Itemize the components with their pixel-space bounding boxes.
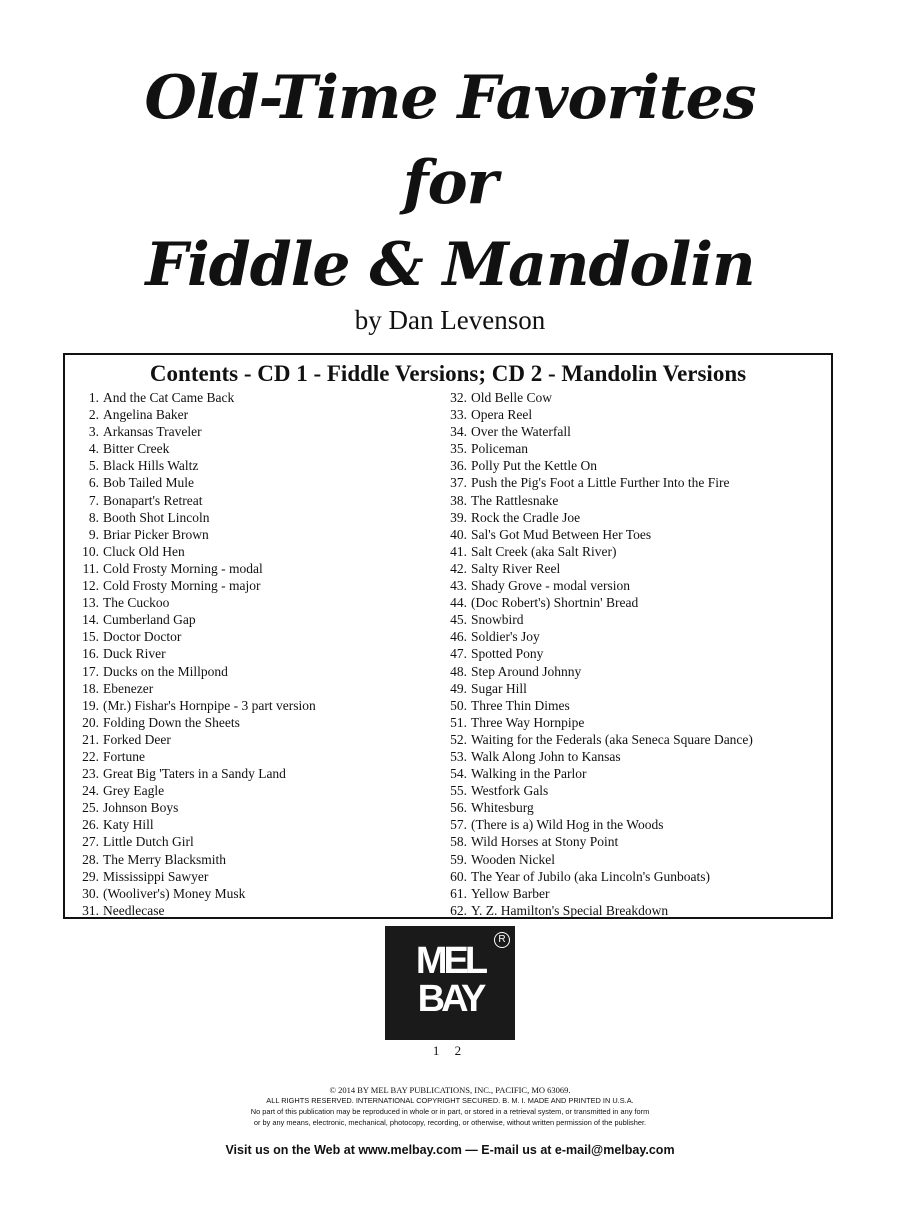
track-number: 57. [450,817,467,833]
contents-item [443,577,833,594]
track-number: 7. [88,492,99,508]
contents-item [75,885,455,902]
track-number: 16. [82,646,99,662]
tune-title: Angelina Baker [103,407,189,423]
track-number: 33. [450,407,467,423]
contents-item [443,474,833,491]
rights-line: ALL RIGHTS RESERVED. INTERNATIONAL COPYRIGHT SECURED. B. M. I. MADE AND PRINTED IN U.S.A. [266,1096,634,1105]
contents-item [443,492,833,509]
track-number: 55. [450,783,467,799]
tune-title: Rock the Cradle Joe [471,509,581,525]
registered-mark-icon: R [494,932,510,948]
contents-item [443,816,833,833]
contents-item [75,543,455,560]
tune-title: Johnson Boys [103,800,179,816]
contents-item [443,440,833,457]
contents-item [443,765,833,782]
tune-title: Forked Deer [103,731,171,747]
contents-item [75,782,455,799]
tune-title: The Merry Blacksmith [103,851,226,867]
track-number: 45. [450,612,467,628]
track-number: 59. [450,851,467,867]
tune-title: Little Dutch Girl [103,834,194,850]
tune-title: Opera Reel [471,407,533,423]
contents-item [75,697,455,714]
tune-title: Bitter Creek [103,441,170,457]
tune-title: Cluck Old Hen [103,543,185,559]
contents-item [75,423,455,440]
contents-item [75,868,455,885]
logo-text-top: MEL [415,940,485,982]
author-byline: by Dan Levenson [354,305,546,335]
track-number: 36. [450,458,467,474]
track-number: 31. [82,902,99,918]
track-number: 39. [450,509,467,525]
tune-title: Ducks on the Millpond [103,663,228,679]
track-number: 20. [82,714,99,730]
tune-title: Policeman [471,441,528,457]
track-number: 44. [450,595,467,611]
contents-item [75,902,455,919]
contents-item [75,748,455,765]
tune-title: Step Around Johnny [471,663,582,679]
track-number: 49. [450,680,467,696]
contents-item [75,680,455,697]
contents-item [75,611,455,628]
contents-item [443,645,833,662]
tune-title: Salty River Reel [471,560,561,576]
tune-title: Katy Hill [103,817,154,833]
title-line-2: for [402,148,498,218]
tune-title: Walk Along John to Kansas [471,748,621,764]
track-number: 11. [82,560,99,576]
track-number: 4. [88,441,99,457]
contents-item [443,560,833,577]
tune-title: Briar Picker Brown [103,526,209,542]
tune-title: Cumberland Gap [103,612,196,628]
contents-item [443,697,833,714]
track-number: 53. [450,748,467,764]
contents-item [443,731,833,748]
tune-title: Bonapart's Retreat [103,492,203,508]
contents-heading: Contents - CD 1 - Fiddle Versions; CD 2 - Mandolin Versions [149,361,747,386]
contents-item [443,748,833,765]
track-number: 9. [88,526,99,542]
tune-title: Over the Waterfall [471,424,571,440]
contents-item [75,474,455,491]
track-number: 42. [450,560,467,576]
tune-title: (Wooliver's) Money Musk [103,885,246,901]
permission-line-2: or by any means, electronic, mechanical, photocopy, recording, or otherwise, without written permission of the publisher. [253,1118,647,1127]
tune-title: Mississippi Sawyer [103,868,209,884]
track-number: 23. [82,766,99,782]
track-number: 5. [88,458,99,474]
contents-item [443,594,833,611]
contents-item [443,526,833,543]
tune-title: Arkansas Traveler [103,424,202,440]
contents-item [75,851,455,868]
track-number: 26. [82,817,99,833]
tune-title: Walking in the Parlor [471,766,587,782]
contents-item [443,851,833,868]
tune-title: Cold Frosty Morning - major [103,578,261,594]
permission-line-1: No part of this publication may be reproduced in whole or in part, or stored in a retrieval system, or transmitted in any form [250,1107,650,1116]
contents-item [75,714,455,731]
tune-title: Sugar Hill [471,680,527,696]
contents-item [75,526,455,543]
contents-item [75,492,455,509]
track-number: 14. [82,612,99,628]
tune-title: (Doc Robert's) Shortnin' Bread [471,595,639,611]
tune-title: Sal's Got Mud Between Her Toes [471,526,652,542]
logo-text-bottom: BAY [417,978,483,1020]
contents-item [75,731,455,748]
track-number: 12. [82,578,99,594]
track-number: 3. [88,424,99,440]
contents-item [443,389,833,406]
track-number: 46. [450,629,467,645]
contents-item [75,577,455,594]
track-number: 34. [450,424,467,440]
tune-title: And the Cat Came Back [103,390,235,405]
track-number: 60. [450,868,467,884]
contents-item [443,406,833,423]
track-number: 21. [82,731,99,747]
tune-title: Bob Tailed Mule [103,475,195,491]
track-number: 8. [88,509,99,525]
track-number: 22. [82,748,99,764]
track-number: 1. [88,390,99,405]
tune-title: Booth Shot Lincoln [103,509,210,525]
track-number: 38. [450,492,467,508]
tune-title: Shady Grove - modal version [471,578,630,594]
contents-item [75,816,455,833]
track-number: 62. [450,902,467,918]
tune-title: Westfork Gals [471,783,549,799]
contents-box [63,353,833,919]
contents-left-column [75,389,455,919]
tune-title: Grey Eagle [103,783,165,799]
track-number: 15. [82,629,99,645]
track-number: 2. [88,407,99,423]
tune-title: The Year of Jubilo (aka Lincoln's Gunboats) [471,868,711,884]
track-number: 17. [82,663,99,679]
contents-item [443,799,833,816]
cd-numbers: 1 2 [432,1043,468,1058]
tune-title: (Mr.) Fishar's Hornpipe - 3 part version [103,697,316,713]
tune-title: The Cuckoo [103,595,170,611]
track-number: 54. [450,766,467,782]
track-number: 51. [450,714,467,730]
contents-item [75,833,455,850]
tune-title: Three Thin Dimes [471,697,570,713]
contents-item [443,611,833,628]
track-number: 35. [450,441,467,457]
track-number: 58. [450,834,467,850]
track-number: 43. [450,578,467,594]
tune-title: Black Hills Waltz [103,458,199,474]
copyright-line: © 2014 BY MEL BAY PUBLICATIONS, INC., PACIFIC, MO 63069. [329,1085,571,1095]
contents-item [75,663,455,680]
tune-title: Doctor Doctor [103,629,182,645]
contents-item [443,714,833,731]
track-number: 40. [450,526,467,542]
track-number: 32. [450,390,467,405]
contents-item [75,440,455,457]
contents-item [75,389,455,406]
track-number: 28. [82,851,99,867]
tune-title: Wild Horses at Stony Point [471,834,619,850]
track-number: 6. [88,475,99,491]
contents-item [75,799,455,816]
track-number: 41. [450,543,467,559]
tune-title: The Rattlesnake [471,492,559,508]
contents-item [75,509,455,526]
track-number: 18. [82,680,99,696]
contents-item [443,628,833,645]
contents-item [443,457,833,474]
contents-item [443,543,833,560]
track-number: 30. [82,885,99,901]
track-number: 10. [82,543,99,559]
contents-item [443,902,833,919]
track-number: 47. [450,646,467,662]
tune-title: Waiting for the Federals (aka Seneca Square Dance) [471,731,753,747]
track-number: 19. [82,697,99,713]
track-number: 61. [450,885,467,901]
contents-item [75,560,455,577]
track-number: 27. [82,834,99,850]
contents-item [75,406,455,423]
title-line-1: Old-Time Favorites [144,63,756,133]
track-number: 13. [82,595,99,611]
tune-title: Y. Z. Hamilton's Special Breakdown [471,902,669,918]
tune-title: Needlecase [103,902,165,918]
contents-item [75,457,455,474]
track-number: 52. [450,731,467,747]
track-number: 48. [450,663,467,679]
contents-item [443,663,833,680]
tune-title: Snowbird [471,612,524,628]
tune-title: Spotted Pony [471,646,544,662]
track-number: 50. [450,697,467,713]
tune-title: Old Belle Cow [471,390,552,405]
title-line-3: Fiddle & Mandolin [145,230,755,300]
tune-title: Ebenezer [103,680,154,696]
tune-title: Great Big 'Taters in a Sandy Land [103,766,286,782]
tune-title: Three Way Hornpipe [471,714,585,730]
tune-title: Wooden Nickel [471,851,556,867]
track-number: 56. [450,800,467,816]
track-number: 37. [450,475,467,491]
track-number: 25. [82,800,99,816]
tune-title: Push the Pig's Foot a Little Further Into the Fire [471,475,730,491]
tune-title: Cold Frosty Morning - modal [103,560,263,576]
track-number: 29. [82,868,99,884]
tune-title: (There is a) Wild Hog in the Woods [471,817,664,833]
contents-item [443,423,833,440]
contents-item [75,594,455,611]
tune-title: Soldier's Joy [471,629,540,645]
web-contact-line: Visit us on the Web at www.melbay.com — E-mail us at e-mail@melbay.com [225,1143,675,1157]
track-number: 24. [82,783,99,799]
contents-item [443,680,833,697]
contents-item [75,765,455,782]
tune-title: Whitesburg [471,800,534,816]
contents-right-column [443,389,833,919]
contents-item [443,782,833,799]
contents-item [443,868,833,885]
contents-item [443,509,833,526]
tune-title: Fortune [103,748,145,764]
tune-title: Duck River [103,646,166,662]
contents-item [75,645,455,662]
tune-title: Salt Creek (aka Salt River) [471,543,617,559]
contents-item [443,833,833,850]
tune-title: Folding Down the Sheets [103,714,240,730]
contents-item [75,628,455,645]
tune-title: Yellow Barber [471,885,550,901]
tune-title: Polly Put the Kettle On [471,458,597,474]
contents-item [443,885,833,902]
